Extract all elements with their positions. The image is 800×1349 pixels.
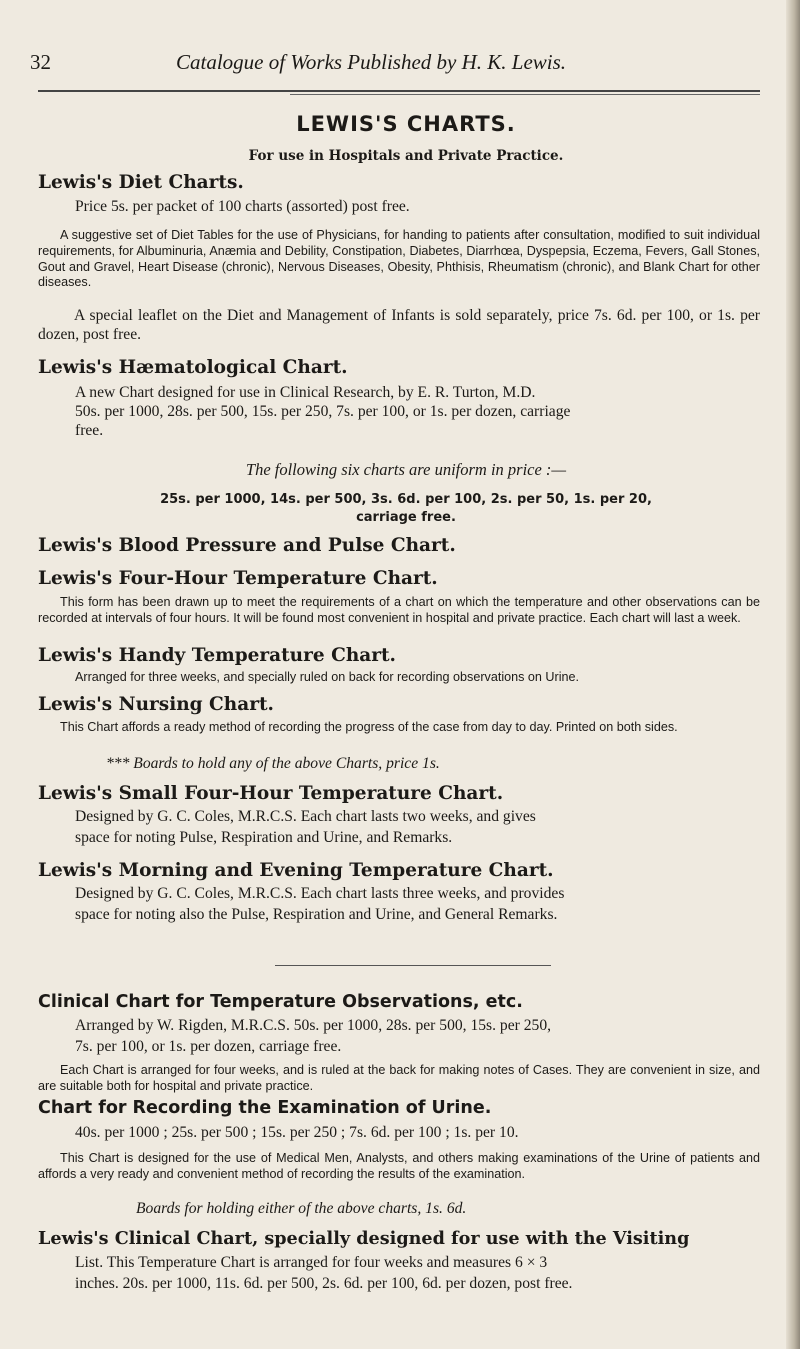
clinical-temp-line2: 7s. per 100, or 1s. per dozen, carriage free. [75, 1038, 342, 1055]
haematological-line3: free. [75, 422, 104, 439]
haematological-line1: A new Chart designed for use in Clinical Research, by E. R. Turton, M.D. [75, 384, 536, 401]
section-divider [275, 965, 551, 966]
four-hour-heading: Lewis's Four-Hour Temperature Chart. [38, 568, 438, 589]
haematological-heading: Lewis's Hæmatological Chart. [38, 357, 348, 378]
urine-heading: Chart for Recording the Examination of Urine. [38, 1098, 492, 1118]
handy-heading: Lewis's Handy Temperature Chart. [38, 645, 396, 666]
visiting-heading: Lewis's Clinical Chart, specially designed for use with the Visiting [38, 1228, 690, 1249]
morning-evening-heading: Lewis's Morning and Evening Temperature Chart. [38, 860, 554, 881]
nursing-boards-note: *** Boards to hold any of the above Charts, price 1s. [106, 755, 440, 772]
handy-description: Arranged for three weeks, and specially ruled on back for recording observations on Urine. [75, 670, 580, 684]
diet-heading: Lewis's Diet Charts. [38, 172, 244, 193]
morning-evening-line2: space for noting also the Pulse, Respiration and Urine, and General Remarks. [75, 906, 558, 923]
header-rule [38, 90, 760, 92]
morning-evening-line1: Designed by G. C. Coles, M.R.C.S. Each chart lasts three weeks, and provides [75, 885, 565, 902]
running-title: Catalogue of Works Published by H. K. Lewis. [176, 50, 567, 74]
diet-description: A suggestive set of Diet Tables for the use of Physicians, for handing to patients after consultation, modified to suit individual requirements, for Albuminuria, Anæmia and Debility, Constipation, Diabetes, Diarrhœa, Dyspepsia, Eczema, Fevers, Gall Stones, Gout and Gravel, Heart Disease (chronic), Nervous Diseases, Obesity, Phthisis, Rheumatism (chronic), and Blank Chart for other diseases. [38, 228, 760, 290]
page-title: LEWIS'S CHARTS. [296, 112, 516, 136]
book-spine-edge [786, 0, 800, 1349]
urine-price: 40s. per 1000 ; 25s. per 500 ; 15s. per 250 ; 7s. 6d. per 100 ; 1s. per 10. [75, 1124, 519, 1141]
page-subtitle: For use in Hospitals and Private Practice. [248, 148, 564, 164]
small-four-hour-line1: Designed by G. C. Coles, M.R.C.S. Each chart lasts two weeks, and gives [75, 808, 536, 825]
haematological-line2: 50s. per 1000, 28s. per 500, 15s. per 250, 7s. per 100, or 1s. per dozen, carriage [75, 403, 571, 420]
visiting-line1: List. This Temperature Chart is arranged for four weeks and measures 6 × 3 [75, 1254, 548, 1271]
diet-leaflet: A special leaflet on the Diet and Management of Infants is sold separately, price 7s. 6d. per 100, or 1s. per dozen, post free. [38, 307, 760, 343]
clinical-temp-description: Each Chart is arranged for four weeks, and is ruled at the back for making notes of Cases. They are convenient in size, and are suitable both for hospital and private practice. [38, 1063, 760, 1093]
running-head [30, 50, 782, 76]
urine-boards-note: Boards for holding either of the above charts, 1s. 6d. [136, 1200, 467, 1217]
blood-pressure-heading: Lewis's Blood Pressure and Pulse Chart. [38, 535, 456, 556]
urine-description: This Chart is designed for the use of Medical Men, Analysts, and others making examinations of the Urine of patients and affords a very ready and convenient method of recording the results of the examination. [38, 1151, 760, 1181]
uniform-prices-line1: 25s. per 1000, 14s. per 500, 3s. 6d. per 100, 2s. per 50, 1s. per 20, [160, 492, 652, 507]
clinical-temp-line1: Arranged by W. Rigden, M.R.C.S. 50s. per 1000, 28s. per 500, 15s. per 250, [75, 1017, 552, 1034]
nursing-description: This Chart affords a ready method of recording the progress of the case from day to day. Printed on both sides. [60, 720, 678, 734]
four-hour-description: This form has been drawn up to meet the requirements of a chart on which the temperature and other observations can be recorded at intervals of four hours. It will be found most convenient in hospital and private practice. Each chart will last a week. [38, 595, 760, 625]
small-four-hour-heading: Lewis's Small Four-Hour Temperature Chart. [38, 783, 504, 804]
page-number: 32 [30, 50, 51, 74]
visiting-line2: inches. 20s. per 1000, 11s. 6d. per 500, 2s. 6d. per 100, 6d. per dozen, post free. [75, 1275, 573, 1292]
uniform-prices-line2: carriage free. [356, 510, 456, 525]
clinical-temp-heading: Clinical Chart for Temperature Observations, etc. [38, 992, 523, 1012]
diet-price: Price 5s. per packet of 100 charts (assorted) post free. [75, 198, 410, 215]
header-rule-secondary [290, 94, 760, 95]
uniform-price-note: The following six charts are uniform in price :— [245, 460, 567, 479]
nursing-heading: Lewis's Nursing Chart. [38, 694, 274, 715]
small-four-hour-line2: space for noting Pulse, Respiration and Urine, and Remarks. [75, 829, 453, 846]
